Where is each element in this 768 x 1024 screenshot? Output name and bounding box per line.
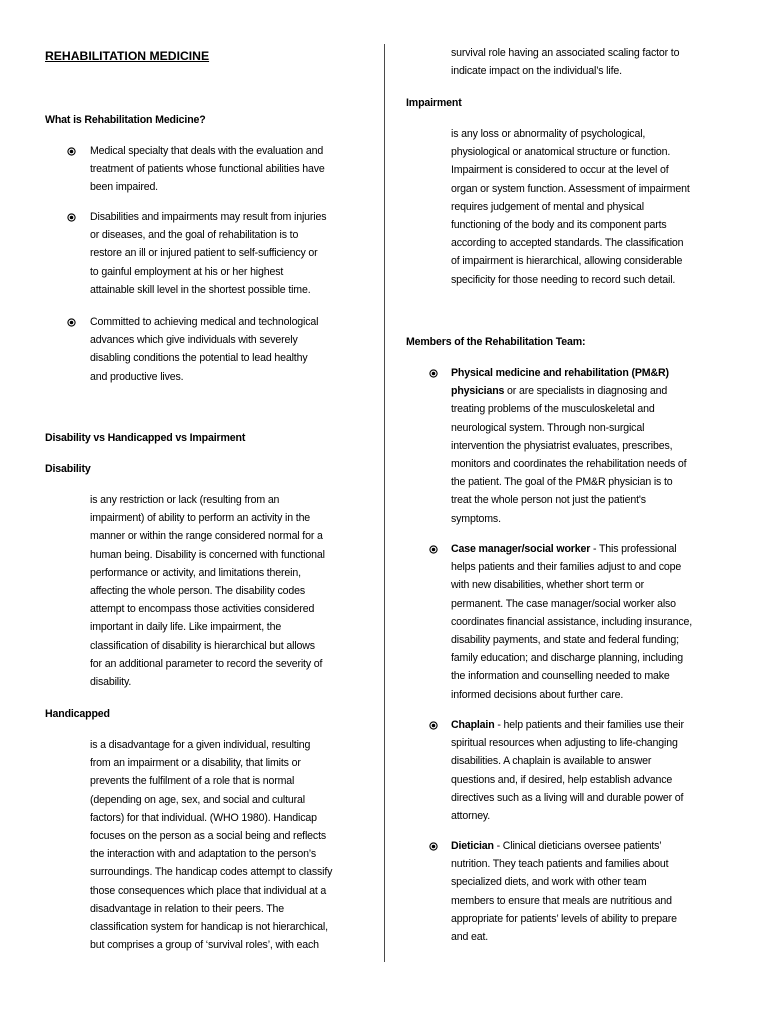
bullet-icon: [429, 721, 438, 730]
bullet-text-line: advances which give individuals with severely: [90, 334, 298, 347]
member-description: questions and, if desired, help establish advance: [451, 773, 673, 786]
member-description: directives such as a living will and durable power of: [451, 791, 684, 804]
bullet-icon: [429, 842, 438, 851]
paragraph-line: manner or within the range considered normal for a: [90, 530, 323, 543]
paragraph-line: organ or system function. Assessment of impairment: [451, 182, 690, 195]
member-text-line: [451, 382, 667, 400]
paragraph-line: surroundings. The handicap codes attempt to classify: [90, 866, 333, 879]
member-text-line: [451, 576, 644, 594]
bullet-icon: [429, 369, 438, 378]
member-description: coordinates financial assistance, including insurance,: [451, 615, 692, 628]
paragraph-line: is a disadvantage for a given individual, resulting: [90, 739, 311, 751]
member-role-title: Physical medicine and rehabilitation (PM&R): [451, 367, 669, 379]
member-text-line: [451, 686, 623, 704]
member-description: the information and counselling needed to make: [451, 670, 670, 683]
paragraph-line: performance or activity, and limitations therein,: [90, 566, 301, 579]
member-description: and eat.: [451, 931, 489, 943]
paragraph-line: impairment) of ability to perform an activity in the: [90, 512, 311, 525]
member-text-line: [451, 510, 501, 528]
member-description: spiritual resources when adjusting to life-changing: [451, 737, 678, 750]
bullet-text-line: Medical specialty that deals with the evaluation and: [90, 145, 324, 157]
bullet-icon: [67, 147, 76, 156]
paragraph-line: (depending on age, sex, and social and cultural: [90, 793, 305, 806]
member-description: disabilities. A chaplain is available to answer: [451, 755, 652, 768]
dvh-heading: Disability vs Handicapped vs Impairment: [45, 432, 246, 444]
member-description: intervention the physiatrist evaluates, prescribes,: [451, 439, 673, 452]
team-heading: Members of the Rehabilitation Team:: [406, 336, 586, 348]
bullet-text-line: treatment of patients whose functional abilities have: [90, 163, 325, 176]
paragraph-line: focuses on the person as a social being and reflects: [90, 830, 327, 842]
member-text-line: [451, 752, 651, 770]
member-text-line: [451, 837, 662, 855]
member-text-line: [451, 910, 677, 928]
member-text-line: [451, 716, 684, 734]
paragraph-line: attempt to encompass those activities considered: [90, 603, 315, 616]
paragraph-line: specificity for those needing to record such detail.: [451, 273, 676, 286]
bullet-icon: [67, 318, 76, 327]
member-description: informed decisions about further care.: [451, 688, 624, 701]
member-description: attorney.: [451, 810, 491, 822]
paragraph-line: Impairment is considered to occur at the level of: [451, 164, 669, 177]
member-text-line: [451, 491, 646, 509]
member-text-line: [451, 892, 672, 910]
paragraph-line: those consequences which place that individual at a: [90, 884, 327, 897]
bullet-text-line: and productive lives.: [90, 370, 184, 383]
member-text-line: [451, 771, 672, 789]
paragraph-line: classification of disability is hierarchical but allows: [90, 639, 315, 652]
member-description: specialized diets, and work with other team: [451, 876, 647, 889]
paragraph-line: classification system for handicap is not hierarchical,: [90, 921, 328, 933]
member-description: helps patients and their families adjust to and cope: [451, 561, 682, 574]
paragraph-line: survival role having an associated scaling factor to: [451, 47, 680, 59]
member-text-line: [451, 734, 678, 752]
paragraph-line: prevents the fulfilment of a role that is normal: [90, 775, 295, 788]
member-role-title: Chaplain: [451, 719, 495, 731]
bullet-text-line: been impaired.: [90, 181, 158, 194]
bullet-icon: [429, 545, 438, 554]
member-text-line: [451, 364, 669, 382]
paragraph-line: requires judgement of mental and physical: [451, 200, 644, 213]
bullet-text-line: Committed to achieving medical and technological: [90, 316, 319, 328]
member-text-line: [451, 855, 668, 873]
column-divider: [384, 44, 385, 962]
paragraph-line: from an impairment or a disability, that limits or: [90, 757, 301, 770]
member-text-line: [451, 400, 655, 418]
member-description: family education; and discharge planning, including: [451, 652, 684, 665]
member-text-line: [451, 455, 686, 473]
member-description: - Clinical dieticians oversee patients’: [493, 840, 662, 852]
member-text-line: [451, 807, 490, 825]
member-role-title: Dietician: [451, 840, 494, 852]
member-text-line: [451, 873, 647, 891]
paragraph-line: according to accepted standards. The classification: [451, 237, 684, 250]
member-description: with new disabilities, whether short term or: [451, 579, 644, 592]
paragraph-line: disability.: [90, 676, 132, 688]
member-description: permanent. The case manager/social worker also: [451, 597, 676, 610]
impairment-heading: Impairment: [406, 97, 462, 109]
member-text-line: [451, 419, 644, 437]
bullet-text-line: restore an ill or injured patient to self-sufficiency or: [90, 247, 318, 260]
paragraph-line: human being. Disability is concerned with functional: [90, 548, 325, 561]
paragraph-line: functioning of the body and its component parts: [451, 219, 667, 231]
member-role-title: Case manager/social worker: [451, 543, 591, 555]
member-text-line: [451, 558, 681, 576]
paragraph-line: disadvantage in relation to their peers. The: [90, 902, 285, 915]
member-description: - help patients and their families use their: [494, 719, 684, 731]
bullet-text-line: disabling conditions the potential to lead healthy: [90, 352, 308, 365]
member-text-line: [451, 789, 683, 807]
bullet-text-line: attainable skill level in the shortest possible time.: [90, 283, 311, 296]
paragraph-line: but comprises a group of ‘survival roles’, with each: [90, 939, 319, 952]
member-description: - This professional: [590, 543, 677, 555]
document-title: REHABILITATION MEDICINE: [45, 49, 210, 63]
member-description: treat the whole person not just the patient's: [451, 494, 646, 507]
paragraph-line: is any loss or abnormality of psychological,: [451, 128, 646, 140]
bullet-icon: [67, 213, 76, 222]
member-text-line: [451, 928, 488, 946]
paragraph-line: factors) for that individual. (WHO 1980). Handicap: [90, 811, 317, 824]
handicapped-heading: Handicapped: [45, 708, 110, 720]
member-text-line: [451, 540, 677, 558]
member-description: or are specialists in diagnosing and: [504, 385, 668, 398]
paragraph-line: affecting the whole person. The disability codes: [90, 585, 306, 597]
bullet-text-line: or diseases, and the goal of rehabilitation is to: [90, 229, 299, 242]
member-description: nutrition. They teach patients and families about: [451, 858, 669, 871]
member-description: appropriate for patients’ levels of ability to prepare: [451, 912, 677, 925]
paragraph-line: indicate impact on the individual’s life.: [451, 65, 622, 78]
paragraph-line: of impairment is hierarchical, allowing considerable: [451, 255, 683, 268]
paragraph-line: the interaction with and adaptation to the person’s: [90, 848, 316, 861]
member-text-line: [451, 649, 683, 667]
bullet-text-line: Disabilities and impairments may result from injuries: [90, 211, 327, 223]
paragraph-line: physiological or anatomical structure or function.: [451, 146, 671, 159]
paragraph-line: is any restriction or lack (resulting from an: [90, 494, 280, 506]
member-text-line: [451, 437, 672, 455]
member-description: symptoms.: [451, 512, 501, 525]
member-text-line: [451, 595, 676, 613]
member-description: the patient. The goal of the PM&R physician is to: [451, 476, 673, 489]
disability-heading: Disability: [45, 463, 91, 475]
member-description: monitors and coordinates the rehabilitation needs of: [451, 458, 687, 470]
member-text-line: [451, 613, 692, 631]
member-text-line: [451, 631, 679, 649]
member-description: neurological system. Through non-surgical: [451, 421, 645, 434]
paragraph-line: for an additional parameter to record the severity of: [90, 657, 323, 670]
member-text-line: [451, 473, 673, 491]
member-text-line: [451, 667, 670, 685]
member-description: treating problems of the musculoskeletal and: [451, 403, 655, 416]
bullet-text-line: to gainful employment at his or her highest: [90, 265, 284, 278]
paragraph-line: important in daily life. Like impairment, the: [90, 621, 282, 634]
member-description: disability payments, and state and federal funding;: [451, 634, 679, 646]
member-description: members to ensure that meals are nutritious and: [451, 894, 672, 907]
member-role-title: physicians: [451, 385, 505, 398]
what-is-heading: What is Rehabilitation Medicine?: [45, 114, 206, 126]
